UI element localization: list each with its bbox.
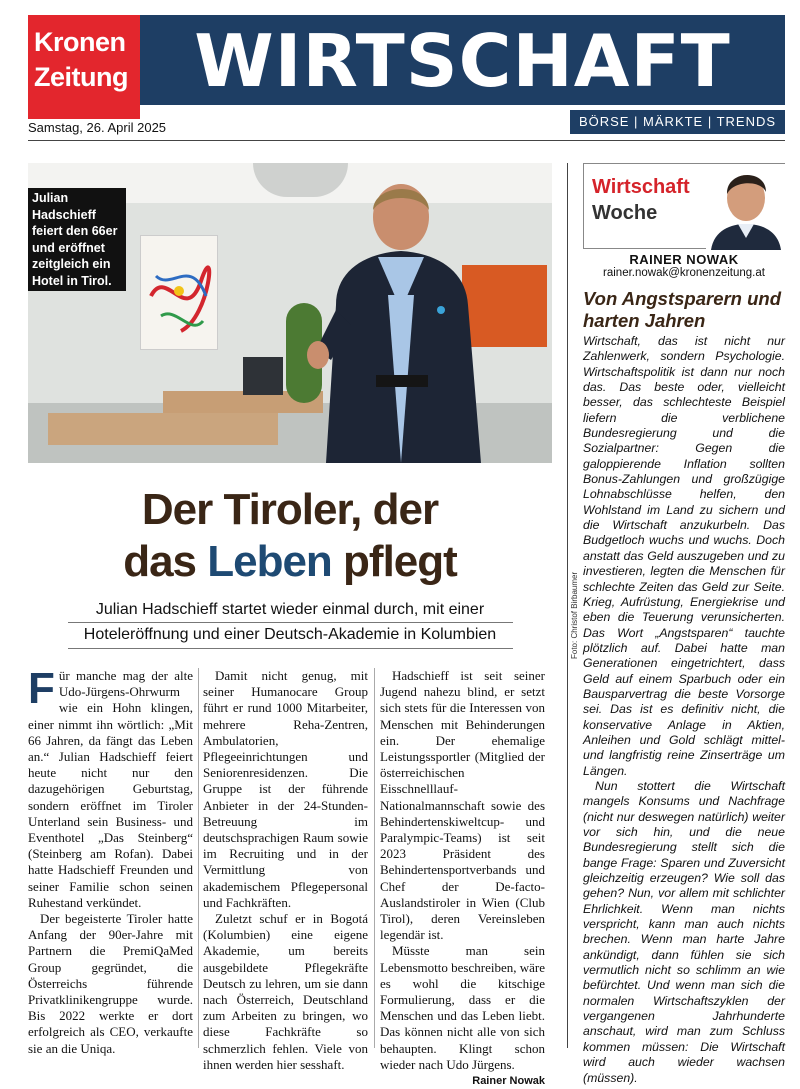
article-col2-p2: Zuletzt schuf er in Bogotá (Kolumbien) eine eigene Akademie, um bereits ausgebildete Pflegekräfte Deutsch zu lehren, um sie dann nach Österreich, Deutschland zum Arbeiten zu bringen, wo diese Fachkräfte so schmerzlich fehlen. Viele von ihnen werden hier sesshaft. (203, 911, 368, 1072)
header-divider (28, 140, 785, 141)
article-column-1 (28, 664, 193, 1057)
photo-person (296, 175, 506, 463)
headline-line1: Der Tiroler, der (141, 485, 439, 534)
subheadline-line2: Hoteleröffnung und einer Deutsch-Akademie in Kolumbien (83, 626, 497, 643)
author-portrait (706, 164, 786, 250)
section-banner: WIRTSCHAFT (140, 15, 785, 105)
drop-cap: F (28, 664, 55, 713)
sidebar-divider (567, 163, 568, 1048)
subsections-bar: BÖRSE | MÄRKTE | TRENDS (570, 110, 785, 134)
column-divider (198, 668, 199, 1048)
headline-highlight: Leben (207, 537, 332, 586)
photo-credit-text: Foto: Christof Birbaumer (570, 571, 579, 659)
logo-line2: Zeitung (34, 62, 128, 92)
photo-caption: Julian Hadschieff feiert den 66er und eröffnet zeitgleich ein Hotel in Tirol. (28, 188, 126, 291)
kronen-zeitung-logo[interactable] (28, 15, 140, 119)
photo-monitor (243, 357, 283, 395)
article-col1-p2: Der begeisterte Tiroler hatte Anfang der 90er-Jahre mit Partnern die PremiQaMed Group gegründet, die Österreichs führende Privatklinikengruppe wurde. Bis 2022 werkte er dort erfolgreich als CEO, verkaufte sie an die Uniqa. (28, 911, 193, 1056)
headline-line2-pre: das (123, 537, 208, 586)
photo-painting-abstract (140, 235, 218, 350)
column-email[interactable]: rainer.nowak@kronenzeitung.at (603, 267, 765, 279)
column-body (583, 334, 785, 1086)
article-col3-p2-wrap (380, 943, 545, 1088)
article-col3-p2: Müsste man sein Lebensmotto beschreiben, wäre es wohl die kitschige Formulierung, dass er die Menschen und das Leben liebt. Das können nicht alle von sich behaupten. Klingt schon wieder nach Udo Jürgens. (380, 943, 545, 1072)
column-brand-box (583, 163, 785, 249)
issue-date: Samstag, 26. April 2025 (28, 120, 167, 135)
article-col2-p1: Damit nicht genug, mit seiner Humanocare Group führt er rund 1000 Mitarbeiter, mehrere Reha-Zentren, Ambulatorien, Pflegeeinrichtungen und Seniorenresidenzen. Die Gruppe ist der führende Anbieter in der 24-Stunden-Betreuung im deutschsprachigen Raum sowie im Recruiting und in der Vermittlung von akademischem Pflegepersonal und Fachkräften. (203, 668, 368, 910)
article-author: Rainer Nowak (472, 1075, 545, 1088)
column-label-red: Wirtschaft (592, 176, 690, 198)
article-headline (40, 484, 540, 588)
article-col1-p1: ür manche mag der alte Udo-Jürgens-Ohrwurm wie ein Hohn klingen, einer nimmt ihn wörtlich: „Mit 66 Jahren, da fängt das Leben an.“ Julian Hadschieff feiert heute nicht nur den dazugehörigen Geburtstag, sondern eröffnet im Tiroler Unterland sein Business- und Eventhotel „Das Steinberg“ (Steinberg am Rofan). Dabei hatte Hadschieff Freunden und seiner Familie schon seinen Ruhestand verkündet. (28, 668, 193, 910)
photo-desk (48, 413, 278, 445)
headline-line2 (40, 536, 540, 588)
column-paragraph-2: Nun stottert die Wirtschaft mangels Konsums und Nachfrage (nicht nur deswegen natürlich) weiter vor sich hin, und die neue Bundesregierung stellt sich die bange Frage: Sparen und Zuversicht gleichzeitig erzeugen? Wie soll das gehen? Nun, vor allem mit schlichter Ehrlichkeit. Wenn man nichts verspricht, kann man auch nichts brechen. Wenn man harte Jahre ankündigt, dann fühlen sie sich vermutlich nicht so schlimm an wie befürchtet. Und wenn man sich die normalen Wirtschaftszyklen der vergangenen Jahrhunderte anschaut, wird man zum Schluss kommen müssen: Die Wirtschaft wird auch wieder wachsen (müssen). (583, 778, 785, 1085)
article-column-3 (380, 668, 545, 1089)
article-col3-p1: Hadschieff ist seit seiner Jugend nahezu blind, er setzt sich stets für die Interessen von Menschen mit Behinderungen ein. Der ehemalige Leistungssportler (Mitglied der österreichischen Eisschnelllauf-Nationalmannschaft sowie des Behindertenskiweltcup- und Paralympic-Teams) ist seit 2023 Präsident des Behindertensportverbands und Chef der De-facto-Auslandstiroler in Wien (Club Tirol), deren Vereinsleben legendär ist. (380, 668, 545, 943)
article-column-2 (203, 668, 368, 1073)
headline-line2-post: pflegt (331, 537, 457, 586)
column-author: RAINER NOWAK (629, 252, 739, 267)
column-divider (374, 668, 375, 1048)
logo-line1: Kronen (34, 27, 126, 57)
column-paragraph-1: Wirtschaft, das ist nicht nur Zahlenwerk, sondern Psychologie. Wirtschaftspolitik ist dann nur noch das. Das beste oder, vielleicht besser, das schlechteste Beispiel liefern die verblichene Bundesregierung und die Sozialpartner: Gegen die galoppierende Inflation sollten Bonus-Zahlungen und großzügige Lohnabschlüsse helfen, den Wohlstand im Land zu sichern und die Wirtschaft anzukurbeln. Das Budgetloch wuchs und wuchs. Doch anstatt das Geld auszugeben und zu investieren, legten die Menschen für schlechte Zeiten das Geld zur Seite. Krieg, Aufrüstung, Energiekrise und eben die Teuerung verunsicherten. Das Wort „Angstsparen“ tauchte plötzlich auf. Dabei hatte man Generationen eingetrichtert, dass Geld auf einem Sparbuch oder ein Bausparvertrag die beste Vorsorge sei. Das ist es definitiv nicht, die konservative Anlage in Aktien, Anleihen und Gold schlägt mittel- und langfristig reine Zinserträge um Längen. (583, 334, 785, 778)
photo-credit (568, 559, 580, 659)
article-paragraph (28, 664, 193, 911)
subhead-rule-2 (68, 648, 513, 649)
subheadline-line1: Julian Hadschieff startet wieder einmal durch, mit einer (95, 601, 485, 618)
column-label-dark: Woche (592, 202, 658, 224)
subhead-rule-1 (68, 622, 513, 623)
column-title: Von Angstsparern und harten Jahren (583, 288, 782, 331)
